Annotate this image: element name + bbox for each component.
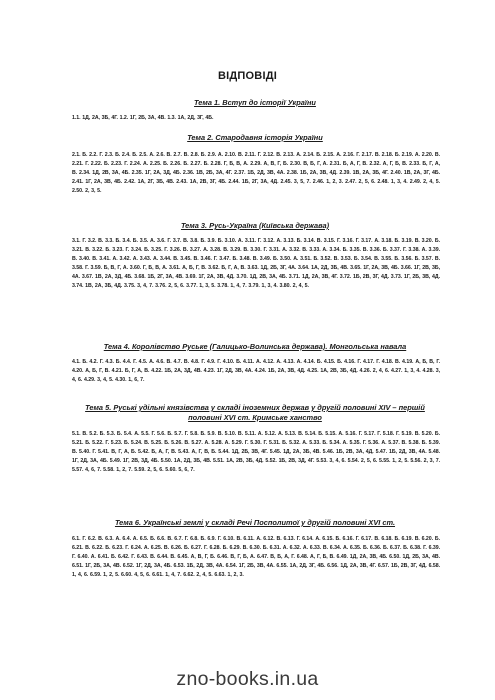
topic-heading-2: Тема 2. Стародавня історія України [187,133,323,142]
topic-heading-4: Тема 4. Королівство Руське (Галицько-Волинська держава). Монгольська навала [103,342,407,351]
watermark-site-name: zno-books.in.ua [176,668,319,690]
topic-heading-6: Тема 6. Українські землі у складі Речі Посполитої у другій половині XVI ст. [114,518,396,527]
topic-answers-4: 4.1. Б. 4.2. Г. 4.3. Б. 4.4. Г. 4.5. А. 4.6. В. 4.7. В. 4.8. Г. 4.9. Г. 4.10. Б. 4.11. А. 4.12. А. 4.13. А. 4.14. Б. 4.15. Б. 4.16. Г. 4.17. Г. 4.18. В. 4.19. А, Б, В, Г. 4.20. А, Б, Г, В. 4.21. Б, Г, А, В. 4.22. 1Б, 2А, 3Д, 4В. 4.23. 1Г, 2Д, 3В, 4А. 4.24. 1Б, 2А, 3В, 4Д. 4.25. 1А, 2В, 3Б, 4Д. 4.26. 2, 4, 6. 4.27. 1, 3, 4. 4.28. 3, 4, 6. 4.29. 3, 4, 5. 4.30. 1, 6, 7. [72,359,440,384]
topic-answers-3: 3.1. Г. 3.2. В. 3.3. Б. 3.4. Б. 3.5. А. 3.6. Г. 3.7. В. 3.8. Б. 3.9. Б. 3.10. А. 3.11. Г. 3.12. А. 3.13. Б. 3.14. В. 3.15. Г. 3.16. Г. 3.17. А. 3.18. Б. 3.19. В. 3.20. Б. 3.21. В. 3.22. Б. 3.23. Г. 3.24. Б. 3.25. Г. 3.26. В. 3.27. А. 3.28. В. 3.29. В. 3.30. Г. 3.31. А. 3.32. В. 3.33. А. 3.34. Б. 3.35. В. 3.36. Б. 3.37. Г. 3.38. А. 3.39. В. 3.40. В. 3.41. А. 3.42. А. 3.43. А. 3.44. В. 3.45. В. 3.46. Г. 3.47. Б. 3.48. В. 3.49. Б. 3.50. А. 3.51. Б. 3.52. В. 3.53. Б. 3.54. В. 3.55. Б. 3.56. Б. 3.57. В. 3.58. Г. 3.59. Б, В, Г, А. 3.60. Г, Б, В, А. 3.61. А, Б, Г, В. 3.62. Б, Г, А, В. 3.63. 1Д, 2Б, 3Г, 4А. 3.64. 1А, 2Д, 3Б, 4В. 3.65. 1Г, 2А, 3В, 4Б. 3.66. 1Г, 2В, 3Б, 4А. 3.67. 1В, 2А, 3Д, 4Б. 3.68. 1Б, 2Г, 3А, 4В. 3.69. 1Г, 2А, 3В, 4Д. 3.70. 1Д, 2В, 3А, 4Б. 3.71. 1Д, 2А, 3В, 4Г. 3.72. 1Б, 2В, 3Г, 4Д. 3.73. 1Г, 2Б, 3В, 4Д. 3.74. 1В, 2А, 3Б, 4Д. 3.75. 3, 4, 7. 3.76. 2, 5, 6. 3.77. 1, 3, 5. 3.78. 1, 4, 7. 3.79. 1, 3, 4. 3.80. 2, 4, 5. [72,238,440,290]
topic-heading-1: Тема 1. Вступ до історії України [194,98,316,107]
topic-answers-1: 1.1. 1Д, 2А, 3Б, 4Г. 1.2. 1Г, 2Б, 3А, 4В. 1.3. 1А, 2Д, 3Г, 4Б. [72,115,214,121]
topic-heading-5: Тема 5. Руські удільні князівства у складі іноземних держав у другій половині XIV – першій половині XVI ст. Кримське ханство [85,403,425,422]
topic-answers-5: 5.1. В. 5.2. Б. 5.3. Б. 5.4. А. 5.5. Г. 5.6. Б. 5.7. Г. 5.8. Б. 5.9. В. 5.10. В. 5.11. А. 5.12. А. 5.13. В. 5.14. Б. 5.15. А. 5.16. Г. 5.17. Г. 5.18. Г. 5.19. В. 5.20. Б. 5.21. Б. 5.22. Г. 5.23. Б. 5.24. В. 5.25. Б. 5.26. В. 5.27. А. 5.28. А. 5.29. Г. 5.30. Г. 5.31. Б. 5.32. А. 5.33. Б. 5.34. А. 5.35. Г. 5.36. А. 5.37. В. 5.38. Б. 5.39. В. 5.40. Г. 5.41. В, Г, А, Б. 5.42. Б, А, Г, В. 5.43. А, Г, В, Б. 5.44. 1Д, 2Б, 3В, 4Г. 5.45. 1Д, 2А, 3Б, 4В. 5.46. 1Б, 2В, 3А, 4Д. 5.47. 1Б, 2Д, 3В, 4А. 5.48. 1Г, 2Д, 3А, 4Б. 5.49. 1Г, 2В, 3Д, 4Б. 5.50. 1А, 2Д, 3Б, 4В. 5.51. 1А, 2В, 3Б, 4Д. 5.52. 1Б, 2В, 3Д, 4Г. 5.53. 3, 4, 6. 5.54. 2, 5, 6. 5.55. 1, 2, 5. 5.56. 2, 3, 7. 5.57. 4, 6, 7. 5.58. 1, 2, 7. 5.59. 2, 5, 6. 5.60. 5, 6, 7. [72,431,440,474]
topic-answers-6: 6.1. Г. 6.2. В. 6.3. А. 6.4. А. 6.5. Б. 6.6. В. 6.7. Г. 6.8. Б. 6.9. Г. 6.10. В. 6.11. А. 6.12. В. 6.13. Г. 6.14. А. 6.15. Б. 6.16. Г. 6.17. В. 6.18. Б. 6.19. В. 6.20. Б. 6.21. В. 6.22. Б. 6.23. Г. 6.24. А. 6.25. В. 6.26. Б. 6.27. Г. 6.28. Б. 6.29. В. 6.30. Б. 6.31. А. 6.32. А. 6.33. В. 6.34. А. 6.35. Б. 6.36. Б. 6.37. Б. 6.38. Г. 6.39. Г. 6.40. А. 6.41. Б. 6.42. Г. 6.43. В. 6.44. В. 6.45. А, В, Г, Б. 6.46. В, Г, Б, А. 6.47. В, Б, А, Г. 6.48. А, Г, Б, В. 6.49. 1Д, 2А, 3В, 4Б. 6.50. 1Д, 2Б, 3А, 4В. 6.51. 1Г, 2Б, 3А, 4В. 6.52. 1Г, 2Д, 3А, 4Б. 6.53. 1Б, 2Д, 3В, 4А. 6.54. 1Г, 2Б, 3В, 4А. 6.55. 1А, 2Д, 3Г, 4Б. 6.56. 1Д, 2А, 3В, 4Г. 6.57. 1Б, 2В, 3Г, 4Д. 6.58. 1, 4, 6. 6.59. 1, 2, 5. 6.60. 4, 5, 6. 6.61. 1, 4, 7. 6.62. 2, 4, 5. 6.63. 1, 2, 3. [72,536,440,579]
topic-answers-2: 2.1. Б. 2.2. Г. 2.3. Б. 2.4. Б. 2.5. А. 2.6. В. 2.7. В. 2.8. Б. 2.9. А. 2.10. В. 2.11. Г. 2.12. В. 2.13. А. 2.14. Б. 2.15. А. 2.16. Г. 2.17. В. 2.18. Б. 2.19. А. 2.20. В. 2.21. Г. 2.22. Б. 2.23. Г. 2.24. А. 2.25. Б. 2.26. Б. 2.27. Б. 2.28. Г, Б, В, А. 2.29. А, В, Г, Б. 2.30. В, Б, Г, А. 2.31. Б, А, Г, В. 2.32. А, Г, Б, В. 2.33. Б, Г, А, В. 2.34. 1Д, 2В, 3А, 4Б. 2.35. 1Г, 2А, 3Д, 4Б. 2.36. 1В, 2Б, 3А, 4Г. 2.37. 1Б, 2Д, 3В, 4А. 2.38. 1Б, 2А, 3В, 4Д. 2.39. 1В, 2А, 3Б, 4Г. 2.40. 1В, 2А, 3Г, 4Б. 2.41. 1Г, 2А, 3В, 4Б. 2.42. 1А, 2Г, 3Б, 4В. 2.43. 1А, 2В, 3Г, 4Б. 2.44. 1Б, 2Г, 3А, 4Д. 2.45. 3, 5, 7. 2.46. 1, 2, 3. 2.47. 2, 5, 6. 2.48. 1, 3, 4. 2.49. 2, 4, 5. 2.50. 2, 3, 5. [72,152,440,195]
page-title: ВІДПОВІДІ [218,70,277,82]
topic-heading-3: Тема 3. Русь-Україна (Київська держава) [180,221,330,230]
